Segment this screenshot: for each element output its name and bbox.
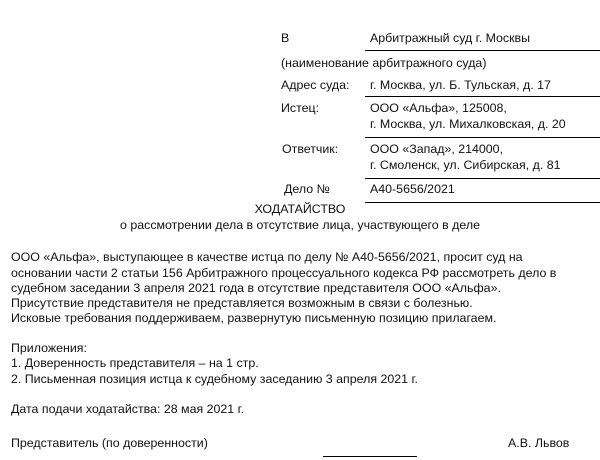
address-label: Адрес суда: <box>281 78 350 92</box>
plaintiff-label: Истец: <box>281 101 320 115</box>
defendant-line1: ООО «Запад», 214000, <box>370 142 504 156</box>
body-line: судебном заседании 3 апреля 2021 года в отсутствие представителя ООО «Альфа». <box>11 281 501 295</box>
address-underline <box>365 96 600 97</box>
to-label: В <box>281 31 290 45</box>
plaintiff-line1: ООО «Альфа», 125008, <box>370 101 507 115</box>
body-line: Исковые требования поддерживаем, развернутую письменную позицию прилагаем. <box>11 311 497 325</box>
court-name: Арбитражный суд г. Москвы <box>370 31 531 45</box>
attachment-item: 2. Письменная позиция истца к судебному заседанию 3 апреля 2021 г. <box>11 372 418 386</box>
body-line: Присутствие представителя не представляется возможным в связи с болезнью. <box>11 296 473 310</box>
signatory-role: Представитель (по доверенности) <box>11 436 208 450</box>
signatory-name: А.В. Львов <box>508 436 570 450</box>
attachments-heading: Приложения: <box>11 341 87 355</box>
case-label: Дело № <box>284 182 330 196</box>
defendant-line2: г. Смоленск, ул. Сибирская, д. 81 <box>370 158 561 172</box>
defendant-label: Ответчик: <box>282 142 339 156</box>
court-name-underline <box>365 50 600 51</box>
document-title: ХОДАТАЙСТВО <box>254 202 346 216</box>
document-subtitle: о рассмотрении дела в отсутствие лица, участвующего в деле <box>120 218 480 232</box>
plaintiff-line2: г. Москва, ул. Михалковская, д. 20 <box>370 117 566 131</box>
signature-line <box>323 456 417 457</box>
defendant-underline <box>365 178 600 179</box>
address-value: г. Москва, ул. Б. Тульская, д. 17 <box>370 78 551 92</box>
court-name-hint: (наименование арбитражного суда) <box>281 56 487 70</box>
body-line: основании части 2 статьи 156 Арбитражного процессуального кодекса РФ рассмотреть дело в <box>11 266 557 280</box>
filing-date: Дата подачи ходатайства: 28 мая 2021 г. <box>11 402 245 416</box>
attachment-item: 1. Доверенность представителя – на 1 стр. <box>11 356 259 370</box>
case-value: А40-5656/2021 <box>370 182 455 196</box>
plaintiff-underline <box>365 137 600 138</box>
body-line: ООО «Альфа», выступающее в качестве истца по делу № А40-5656/2021, просит суд на <box>11 250 523 264</box>
